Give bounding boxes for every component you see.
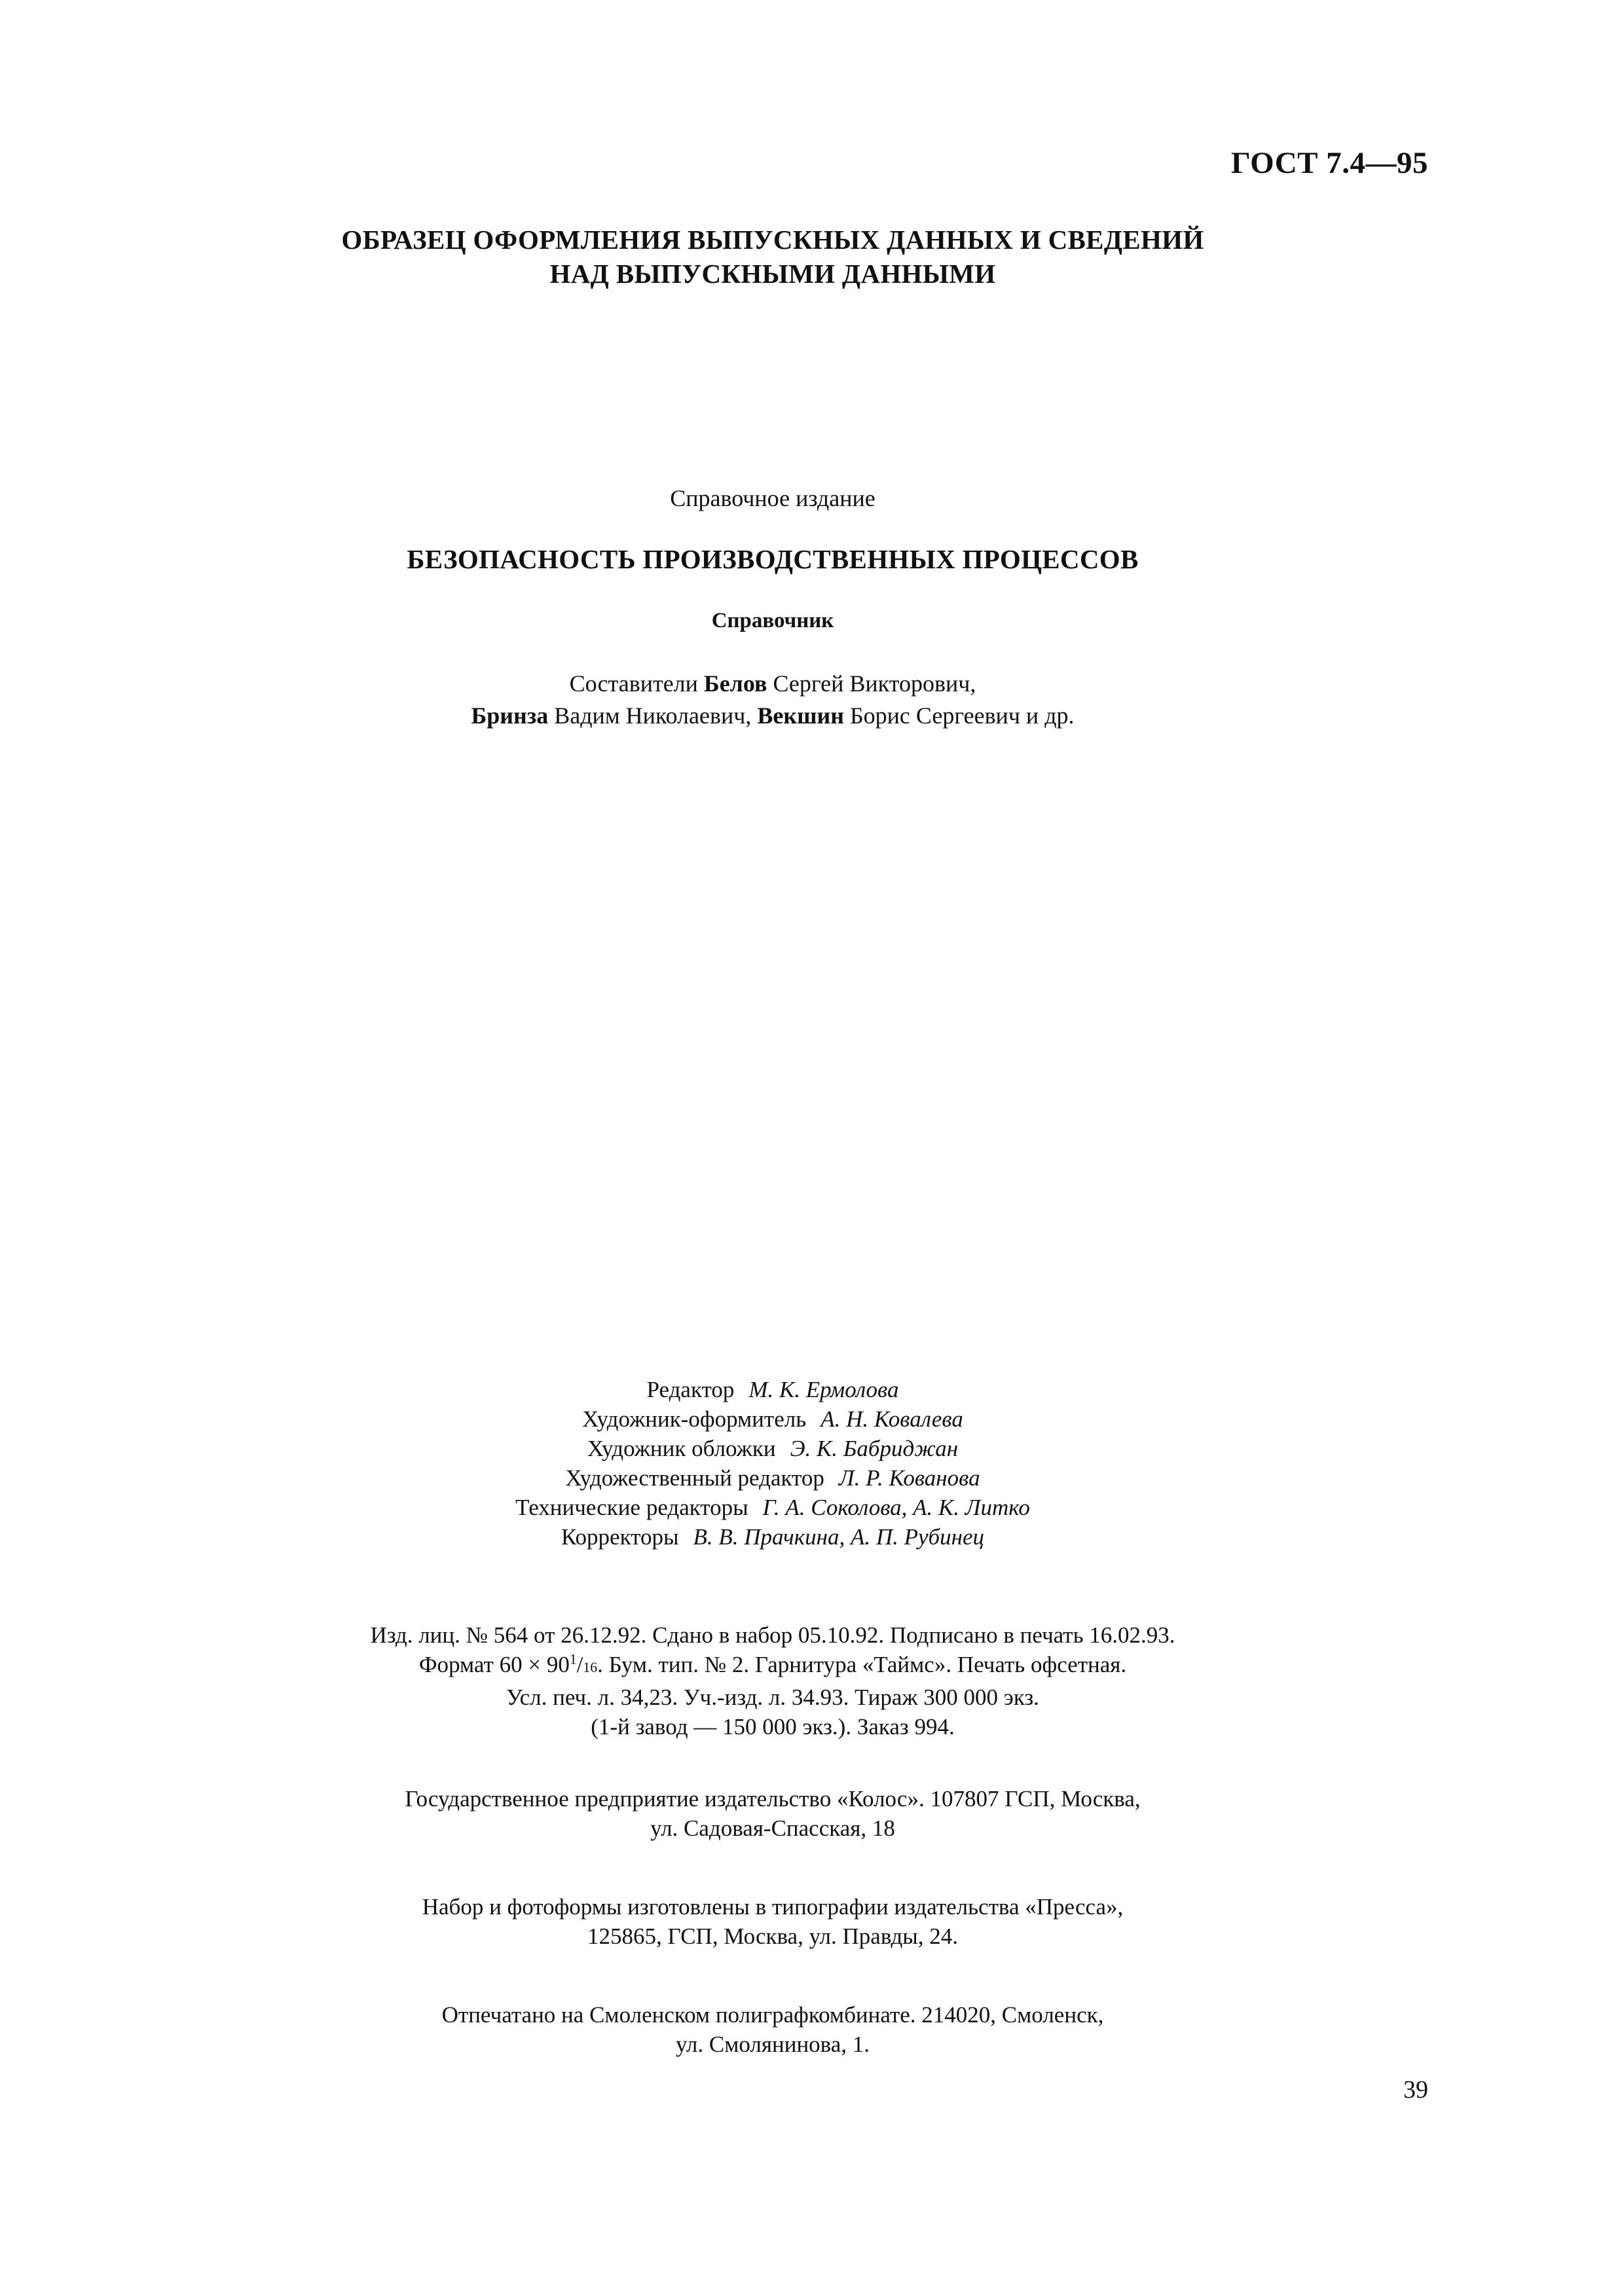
- printing-line-1: Отпечатано на Смоленском полиграфкомбинате. 214020, Смоленск,: [441, 2002, 1104, 2028]
- staff-person: М. К. Ермолова: [748, 1377, 899, 1402]
- printing-line-2: ул. Смолянинова, 1.: [675, 2032, 870, 2057]
- printing-info: [327, 2000, 1218, 2059]
- edition-type: Справочное издание: [670, 485, 876, 511]
- sample-title: [327, 223, 1218, 291]
- staff-list: [327, 1375, 1218, 1552]
- imprint-line-4: (1-й завод — 150 000 экз.). Заказ 994.: [591, 1714, 955, 1740]
- sample-title-line-1: ОБРАЗЕЦ ОФОРМЛЕНИЯ ВЫПУСКНЫХ ДАННЫХ И СВЕДЕНИЙ: [341, 225, 1204, 255]
- staff-person: Л. Р. Кованова: [838, 1465, 980, 1491]
- compiler-1-names: Сергей Викторович,: [773, 670, 976, 697]
- sample-title-line-2: НАД ВЫПУСКНЫМИ ДАННЫМИ: [549, 259, 996, 289]
- staff-role: Технические редакторы: [515, 1495, 748, 1520]
- standard-number: ГОСТ 7.4—95: [1230, 146, 1428, 180]
- typesetting-info: [327, 1892, 1218, 1951]
- staff-person: А. Н. Ковалева: [820, 1406, 963, 1432]
- compilers-label: Составители: [569, 670, 698, 697]
- compiler-1-surname: Белов: [703, 670, 767, 697]
- imprint-line-3: Усл. печ. л. 34,23. Уч.-изд. л. 34.93. Тираж 300 000 экз.: [506, 1685, 1039, 1710]
- staff-person: Э. К. Бабриджан: [790, 1436, 959, 1461]
- publisher-info: [327, 1784, 1218, 1843]
- compilers-line-1: [327, 668, 1218, 700]
- format-suffix: . Бум. тип. № 2. Гарнитура «Таймс». Печать офсетная.: [597, 1652, 1127, 1677]
- publisher-line-2: ул. Садовая-Спасская, 18: [650, 1815, 895, 1841]
- compiler-3-surname: Векшин: [757, 702, 844, 729]
- compiler-2-names: Вадим Николаевич,: [554, 702, 752, 729]
- imprint-line-1: Изд. лиц. № 564 от 26.12.92. Сдано в набор 05.10.92. Подписано в печать 16.02.93.: [370, 1622, 1175, 1648]
- book-title: БЕЗОПАСНОСТЬ ПРОИЗВОДСТВЕННЫХ ПРОЦЕССОВ: [407, 544, 1139, 574]
- staff-line: [327, 1463, 1218, 1493]
- staff-role: Художник-оформитель: [582, 1406, 807, 1432]
- staff-line: [327, 1404, 1218, 1434]
- imprint-line-2: [327, 1650, 1218, 1683]
- staff-role: Корректоры: [561, 1524, 679, 1550]
- typesetting-line-2: 125865, ГСП, Москва, ул. Правды, 24.: [587, 1923, 959, 1949]
- staff-line: [327, 1434, 1218, 1463]
- compiler-3-names: Борис Сергеевич и др.: [849, 702, 1075, 729]
- compilers-line-2: [327, 700, 1218, 732]
- format-superscript: 1: [569, 1651, 577, 1667]
- page-number: 39: [1403, 2076, 1428, 2104]
- staff-role: Художественный редактор: [565, 1465, 824, 1491]
- format-slash: /: [576, 1652, 583, 1677]
- format-prefix: Формат 60 × 90: [418, 1652, 570, 1677]
- staff-person: Г. А. Соколова, А. К. Литко: [762, 1495, 1030, 1520]
- staff-person: В. В. Прачкина, А. П. Рубинец: [693, 1524, 985, 1550]
- publisher-line-1: Государственное предприятие издательство «Колос». 107807 ГСП, Москва,: [405, 1786, 1141, 1812]
- imprint-details: [327, 1620, 1218, 1741]
- staff-line: [327, 1375, 1218, 1404]
- compilers: [327, 668, 1218, 732]
- staff-line: [327, 1522, 1218, 1552]
- staff-role: Редактор: [646, 1377, 735, 1402]
- compiler-2-surname: Бринза: [471, 702, 549, 729]
- typesetting-line-1: Набор и фотоформы изготовлены в типографии издательства «Пресса»,: [422, 1894, 1124, 1920]
- book-subtitle: Справочник: [711, 609, 834, 632]
- format-subscript: 16: [583, 1660, 598, 1675]
- staff-line: [327, 1493, 1218, 1522]
- staff-role: Художник обложки: [587, 1436, 776, 1461]
